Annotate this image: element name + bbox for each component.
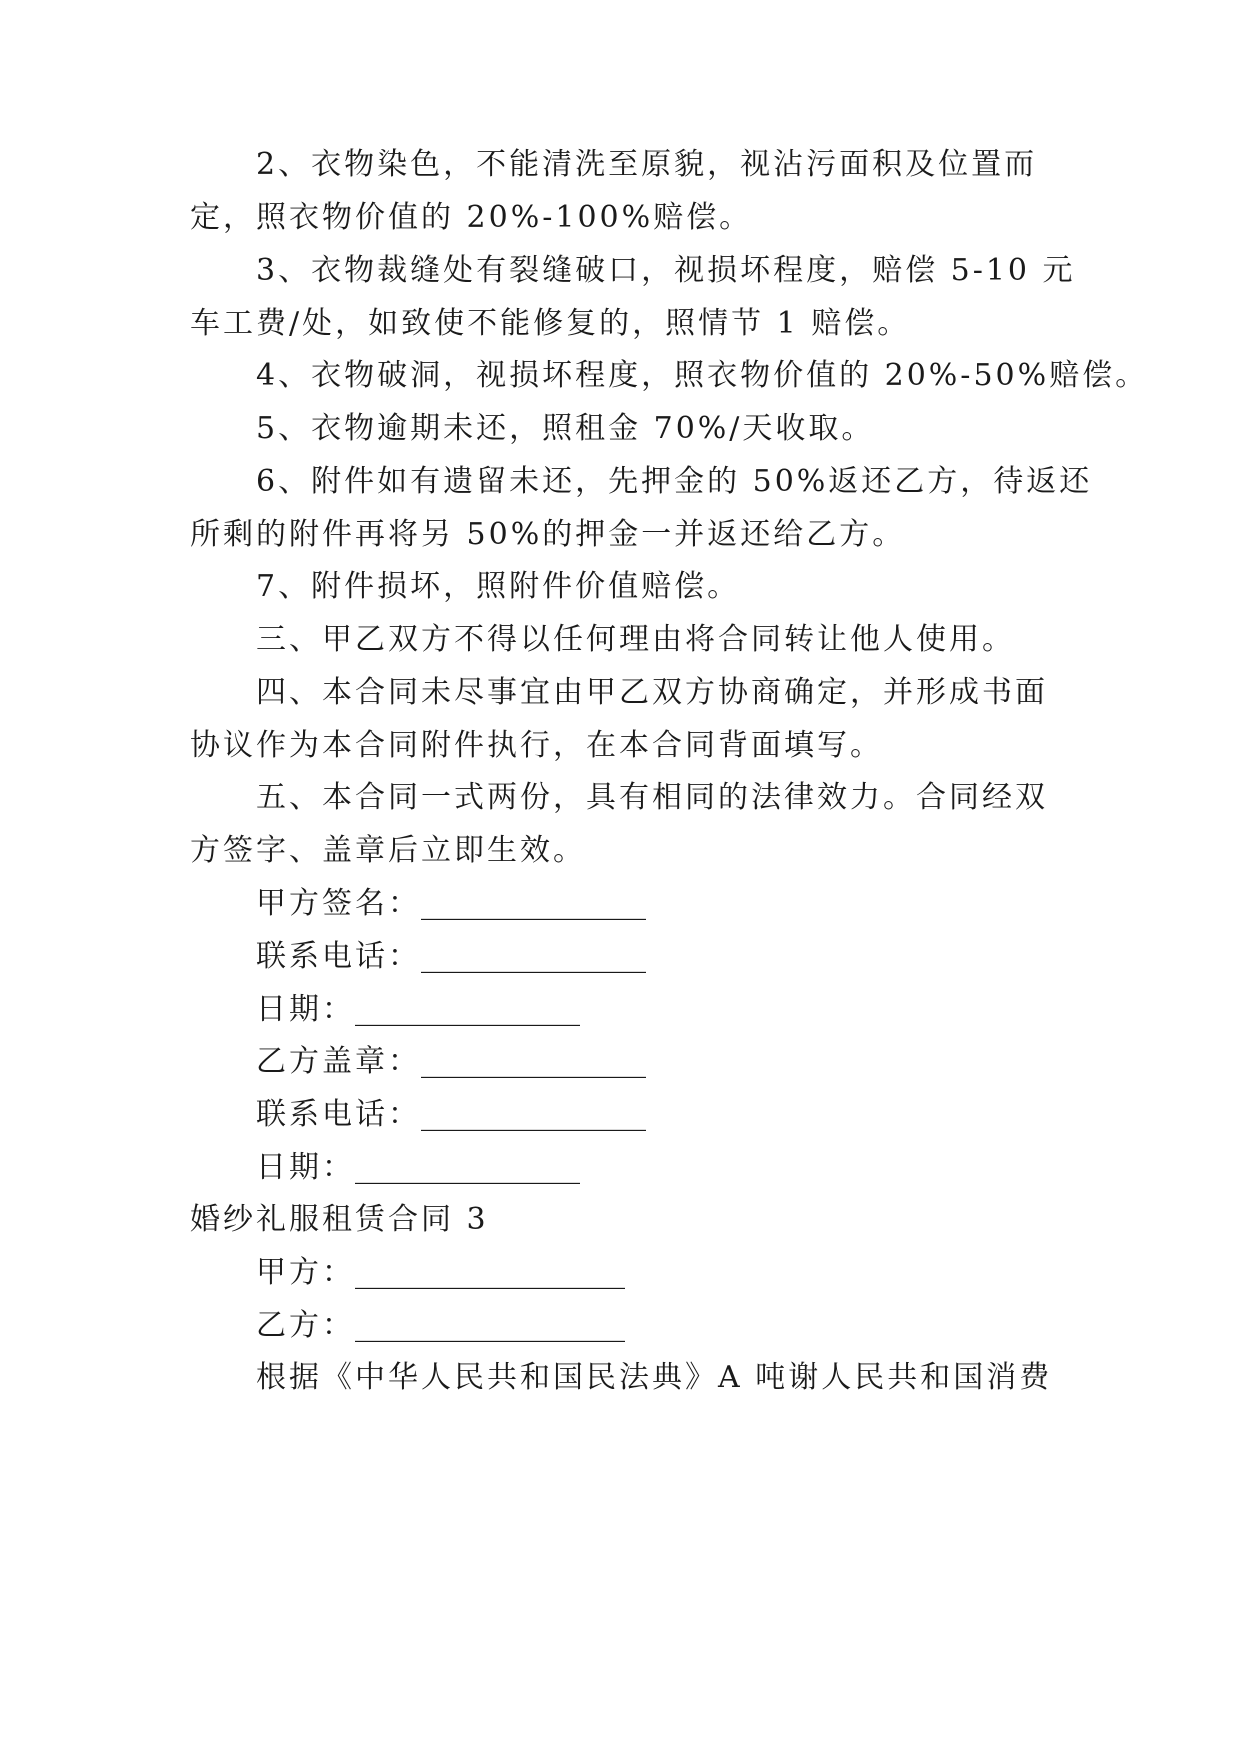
- section-3: 三、甲乙双方不得以任何理由将合同转让他人使用。: [256, 622, 1015, 657]
- clause-2-line-2: 定，照衣物价值的 20%-100%赔偿。: [190, 200, 753, 235]
- party-b-date-blank: _______________: [355, 1150, 580, 1185]
- party-b-seal-blank: _______________: [421, 1044, 646, 1079]
- party-a-signature-blank: _______________: [421, 886, 646, 921]
- party-a-date-row: [256, 990, 580, 1030]
- party-b-seal-label: 乙方盖章：: [256, 1044, 421, 1079]
- clause-2-line-1: 2、衣物染色，不能清洗至原貌，视沾污面积及位置而: [256, 147, 1038, 182]
- contract-3-party-b-blank: __________________: [355, 1308, 625, 1343]
- party-b-phone-label: 联系电话：: [256, 1097, 421, 1132]
- contract-3-intro: 根据《中华人民共和国民法典》A 吨谢人民共和国消费: [256, 1360, 1053, 1395]
- section-5-line-2: 方签字、盖章后立即生效。: [190, 833, 586, 868]
- party-a-phone-blank: _______________: [421, 939, 646, 974]
- contract-3-party-a-label: 甲方：: [256, 1255, 355, 1290]
- party-b-date-row: [256, 1148, 580, 1188]
- contract-3-party-a-row: [256, 1253, 625, 1293]
- clause-3-line-1: 3、衣物裁缝处有裂缝破口，视损坏程度，赔偿 5-10 元: [256, 253, 1076, 288]
- section-4-line-1: 四、本合同未尽事宜由甲乙双方协商确定，并形成书面: [256, 675, 1048, 710]
- section-4-line-2: 协议作为本合同附件执行，在本合同背面填写。: [190, 728, 883, 763]
- party-b-phone-row: [256, 1095, 646, 1135]
- party-b-date-label: 日期：: [256, 1150, 355, 1185]
- contract-3-title: 婚纱礼服租赁合同 3: [190, 1202, 489, 1237]
- party-b-seal-row: [256, 1042, 646, 1082]
- contract-3-party-b-row: [256, 1306, 625, 1346]
- clause-6-line-1: 6、附件如有遗留未还，先押金的 50%返还乙方，待返还: [256, 464, 1093, 499]
- clause-7: 7、附件损坏，照附件价值赔偿。: [256, 569, 741, 604]
- clause-5: 5、衣物逾期未还，照租金 70%/天收取。: [256, 411, 875, 446]
- party-a-date-blank: _______________: [355, 992, 580, 1027]
- clause-6-line-2: 所剩的附件再将另 50%的押金一并返还给乙方。: [190, 517, 906, 552]
- party-a-phone-label: 联系电话：: [256, 939, 421, 974]
- party-a-phone-row: [256, 937, 646, 977]
- party-a-signature-row: [256, 884, 646, 924]
- contract-3-party-a-blank: __________________: [355, 1255, 625, 1290]
- party-b-phone-blank: _______________: [421, 1097, 646, 1132]
- contract-3-party-b-label: 乙方：: [256, 1308, 355, 1343]
- clause-3-line-2: 车工费/处，如致使不能修复的，照情节 1 赔偿。: [190, 306, 911, 341]
- party-a-date-label: 日期：: [256, 992, 355, 1027]
- clause-4: 4、衣物破洞，视损坏程度，照衣物价值的 20%-50%赔偿。: [256, 358, 1149, 393]
- section-5-line-1: 五、本合同一式两份，具有相同的法律效力。合同经双: [256, 780, 1048, 815]
- party-a-signature-label: 甲方签名：: [256, 886, 421, 921]
